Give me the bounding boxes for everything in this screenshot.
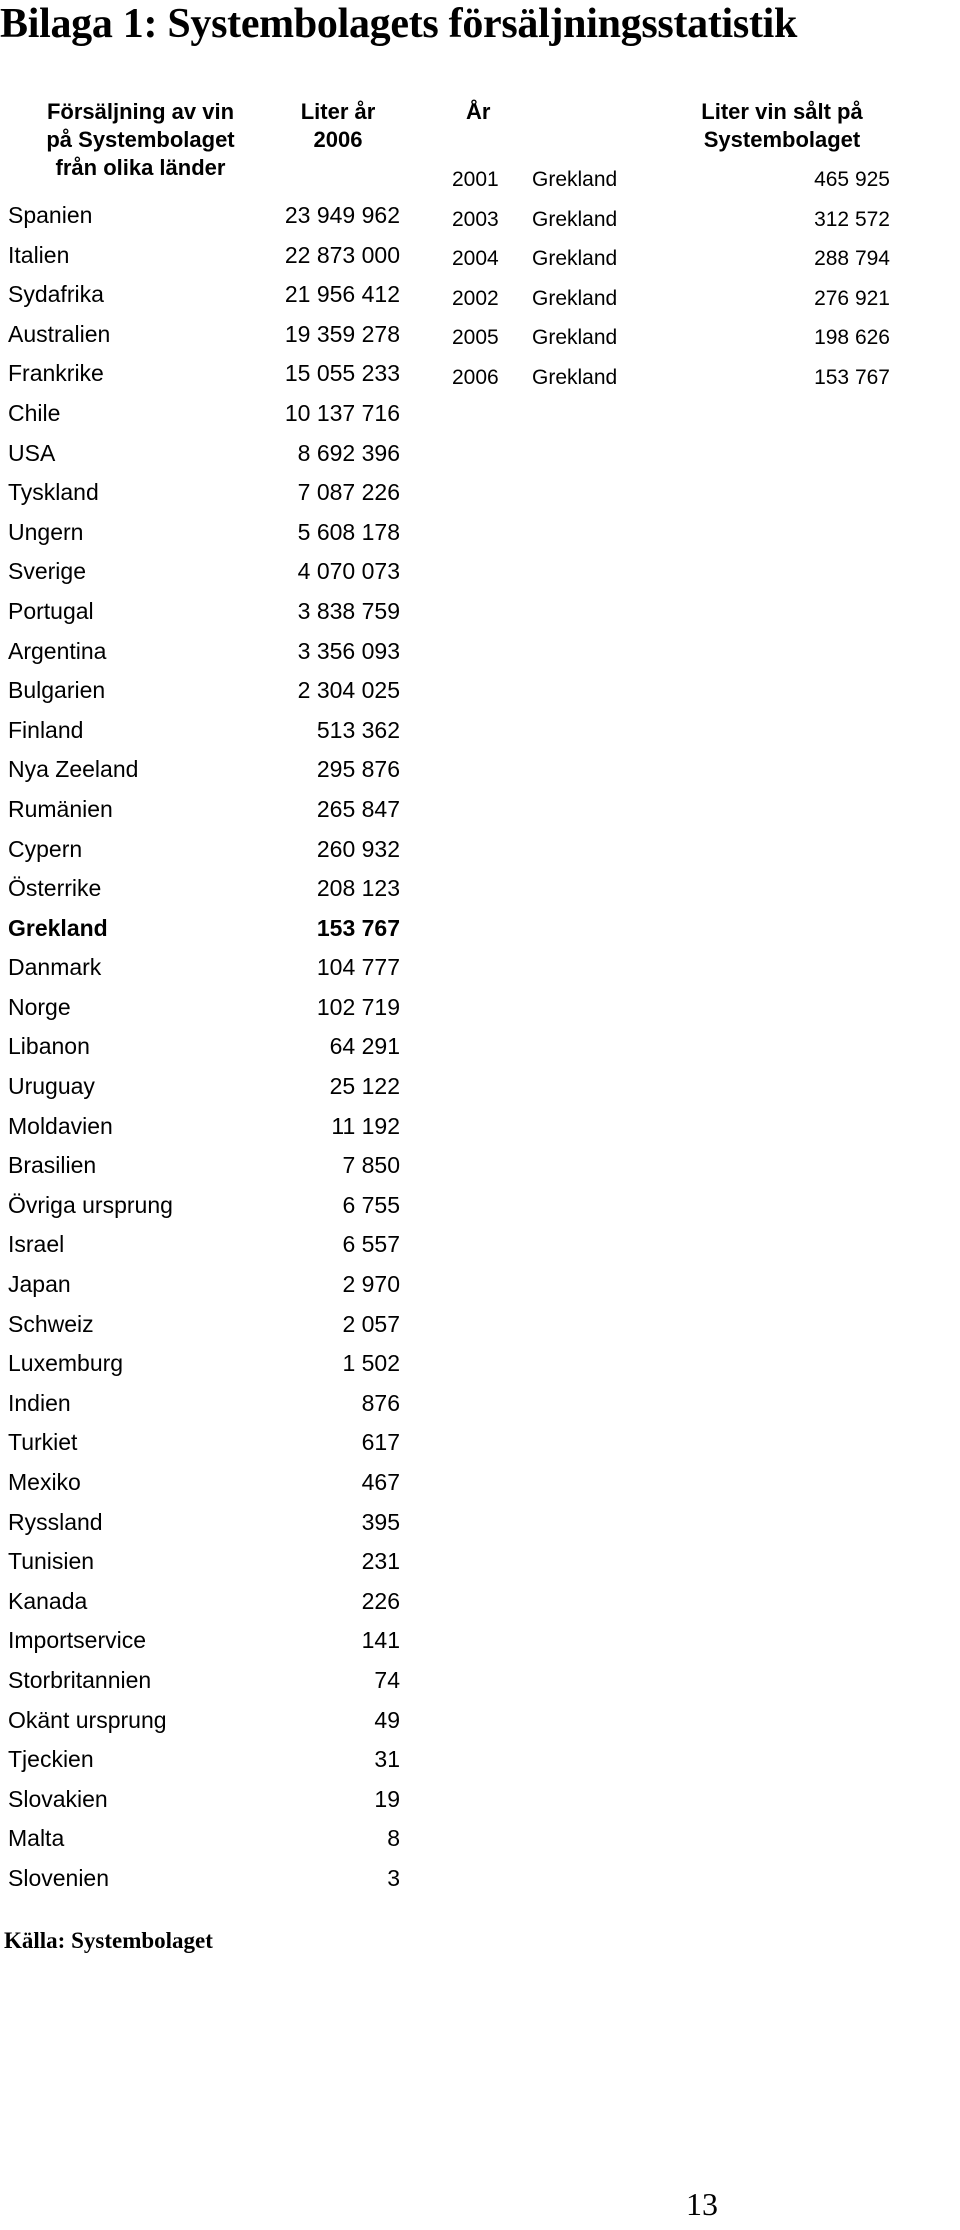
country-name: Mexiko bbox=[8, 1469, 81, 1495]
country-rows bbox=[8, 196, 400, 1899]
country-name: Grekland bbox=[532, 207, 618, 231]
table-row bbox=[8, 1225, 400, 1265]
liters-value: 6 557 bbox=[342, 1231, 400, 1258]
country-name: Importservice bbox=[8, 1627, 147, 1654]
page-number: 13 bbox=[686, 2186, 718, 2222]
country-name: Italien bbox=[8, 241, 70, 268]
country-name: Okänt ursprung bbox=[8, 1706, 167, 1733]
table-row bbox=[8, 869, 400, 909]
page-title: Bilaga 1: Systembolagets försäljningsstatistik bbox=[0, 1, 798, 47]
liters-value: 7 850 bbox=[342, 1152, 400, 1179]
country-name: Övriga ursprung bbox=[8, 1191, 173, 1218]
table-row bbox=[8, 315, 400, 355]
liters-value: 141 bbox=[361, 1627, 400, 1654]
country-name: USA bbox=[8, 439, 56, 466]
country-name: Brasilien bbox=[8, 1152, 97, 1179]
country-name: Australien bbox=[8, 320, 111, 347]
table-row bbox=[452, 239, 890, 279]
country-name: Portugal bbox=[8, 597, 94, 624]
liters-value: 31 bbox=[374, 1746, 400, 1773]
year-value: 2006 bbox=[452, 365, 499, 389]
table-row bbox=[8, 196, 400, 236]
liters-value: 10 137 716 bbox=[284, 399, 400, 426]
country-name: Argentina bbox=[8, 637, 107, 664]
year-rows bbox=[452, 160, 890, 398]
table-row bbox=[8, 275, 400, 315]
country-name: Grekland bbox=[8, 914, 108, 941]
table-row bbox=[452, 318, 890, 358]
country-name: Kanada bbox=[8, 1587, 88, 1614]
table-row bbox=[8, 1740, 400, 1780]
liters-value: 2 970 bbox=[342, 1271, 400, 1298]
table-row bbox=[452, 279, 890, 319]
liters-value: 513 362 bbox=[316, 716, 400, 743]
table-row bbox=[8, 830, 400, 870]
header-liters-sold-line-2: Systembolaget bbox=[703, 127, 861, 152]
liters-value: 64 291 bbox=[329, 1033, 400, 1060]
country-name: Nya Zeeland bbox=[8, 756, 139, 783]
country-name: Israel bbox=[8, 1231, 65, 1258]
country-name: Cypern bbox=[8, 835, 83, 862]
table-row bbox=[8, 750, 400, 790]
country-name: Tunisien bbox=[8, 1548, 95, 1575]
country-name: Luxemburg bbox=[8, 1350, 124, 1377]
source-note: Källa: Systembolaget bbox=[4, 1928, 213, 1953]
table-row bbox=[452, 200, 890, 240]
country-name: Spanien bbox=[8, 202, 93, 228]
liters-value: 1 502 bbox=[342, 1350, 400, 1377]
liters-value: 102 719 bbox=[316, 993, 400, 1020]
liters-value: 11 192 bbox=[331, 1112, 400, 1139]
header-liters-line-1: Liter år bbox=[300, 99, 376, 124]
liters-value: 2 057 bbox=[342, 1310, 400, 1337]
table-row bbox=[8, 1067, 400, 1107]
liters-value: 265 847 bbox=[316, 795, 400, 822]
header-liters-sold-line-1: Liter vin sålt på bbox=[701, 99, 863, 124]
year-value: 2001 bbox=[452, 168, 499, 191]
liters-value: 74 bbox=[374, 1666, 400, 1693]
table-row bbox=[8, 1859, 400, 1899]
liters-value: 19 bbox=[374, 1785, 400, 1812]
liters-value: 4 070 073 bbox=[297, 558, 400, 585]
liters-value: 8 692 396 bbox=[297, 439, 400, 466]
table-row bbox=[8, 711, 400, 751]
country-name: Slovakien bbox=[8, 1785, 108, 1812]
table-row bbox=[8, 671, 400, 711]
liters-value: 6 755 bbox=[342, 1191, 400, 1218]
liters-value: 295 876 bbox=[316, 756, 400, 783]
liters-value: 260 932 bbox=[316, 835, 400, 862]
country-name: Finland bbox=[8, 716, 84, 743]
liters-value: 19 359 278 bbox=[284, 320, 400, 347]
liters-value: 276 921 bbox=[814, 286, 890, 310]
liters-value: 153 767 bbox=[316, 914, 400, 941]
liters-value: 5 608 178 bbox=[297, 518, 400, 545]
table-row bbox=[8, 434, 400, 474]
country-name: Japan bbox=[8, 1271, 71, 1298]
country-name: Tyskland bbox=[8, 479, 99, 506]
country-name: Uruguay bbox=[8, 1073, 95, 1100]
liters-value: 617 bbox=[361, 1429, 400, 1456]
liters-value: 312 572 bbox=[814, 207, 890, 231]
table-row bbox=[452, 160, 890, 200]
country-name: Storbritannien bbox=[8, 1666, 152, 1693]
liters-value: 288 794 bbox=[814, 247, 890, 271]
country-name: Sverige bbox=[8, 558, 86, 585]
table-row bbox=[8, 1819, 400, 1859]
country-name: Rumänien bbox=[8, 795, 113, 822]
table-row bbox=[8, 1542, 400, 1582]
table-row bbox=[8, 552, 400, 592]
table-row bbox=[8, 592, 400, 632]
table-row bbox=[8, 354, 400, 394]
liters-value: 8 bbox=[387, 1825, 400, 1852]
header-country-line-3: från olika länder bbox=[55, 155, 226, 180]
liters-value: 876 bbox=[361, 1389, 400, 1416]
table-row bbox=[8, 1582, 400, 1622]
liters-value: 3 356 093 bbox=[297, 637, 400, 664]
table-row bbox=[8, 1186, 400, 1226]
header-liters-line-2: 2006 bbox=[313, 127, 363, 152]
country-name: Grekland bbox=[532, 365, 618, 389]
country-name: Ryssland bbox=[8, 1508, 103, 1535]
liters-value: 23 949 962 bbox=[284, 202, 400, 228]
table-row bbox=[8, 1027, 400, 1067]
liters-value: 15 055 233 bbox=[284, 360, 400, 387]
table-row bbox=[8, 1463, 400, 1503]
table-row bbox=[8, 1503, 400, 1543]
country-name: Malta bbox=[8, 1825, 65, 1852]
table-row bbox=[8, 948, 400, 988]
table-row bbox=[8, 473, 400, 513]
table-row bbox=[8, 1780, 400, 1820]
country-name: Chile bbox=[8, 399, 61, 426]
country-name: Österrike bbox=[8, 875, 102, 902]
liters-value: 208 123 bbox=[316, 875, 400, 902]
table-row bbox=[8, 394, 400, 434]
country-name: Grekland bbox=[532, 286, 618, 310]
liters-value: 395 bbox=[361, 1508, 400, 1535]
country-name: Moldavien bbox=[8, 1112, 113, 1139]
liters-value: 104 777 bbox=[316, 954, 400, 981]
country-name: Ungern bbox=[8, 518, 84, 545]
table-row bbox=[452, 358, 890, 398]
header-country-line-2: på Systembolaget bbox=[46, 127, 235, 152]
year-value: 2004 bbox=[452, 247, 499, 271]
liters-value: 3 838 759 bbox=[297, 597, 400, 624]
table-row bbox=[8, 1344, 400, 1384]
table-row bbox=[8, 1384, 400, 1424]
year-value: 2003 bbox=[452, 207, 499, 231]
table-row bbox=[8, 1146, 400, 1186]
country-name: Frankrike bbox=[8, 360, 104, 387]
country-name: Sydafrika bbox=[8, 281, 104, 308]
liters-value: 21 956 412 bbox=[284, 281, 400, 308]
table-row bbox=[8, 1305, 400, 1345]
table-row bbox=[8, 1265, 400, 1305]
liters-value: 231 bbox=[361, 1548, 400, 1575]
year-value: 2002 bbox=[452, 286, 499, 310]
country-name: Indien bbox=[8, 1389, 71, 1416]
liters-value: 153 767 bbox=[814, 365, 890, 389]
table-row bbox=[8, 1661, 400, 1701]
country-name: Bulgarien bbox=[8, 677, 106, 704]
country-name: Turkiet bbox=[8, 1429, 78, 1456]
liters-value: 49 bbox=[374, 1706, 400, 1733]
table-row bbox=[8, 1423, 400, 1463]
liters-value: 467 bbox=[361, 1469, 400, 1495]
liters-value: 2 304 025 bbox=[297, 677, 400, 704]
table-row bbox=[8, 236, 400, 276]
liters-value: 7 087 226 bbox=[297, 479, 400, 506]
year-value: 2005 bbox=[452, 326, 499, 350]
table-row bbox=[8, 988, 400, 1028]
table-row bbox=[8, 632, 400, 672]
country-name: Grekland bbox=[532, 247, 618, 271]
country-name: Slovenien bbox=[8, 1864, 110, 1891]
table-row bbox=[8, 1107, 400, 1147]
liters-value: 198 626 bbox=[814, 326, 890, 350]
country-name: Libanon bbox=[8, 1033, 90, 1060]
table-row bbox=[8, 1621, 400, 1661]
table-row bbox=[8, 513, 400, 553]
country-name: Schweiz bbox=[8, 1310, 94, 1337]
country-name: Norge bbox=[8, 993, 71, 1020]
header-country-line-1: Försäljning av vin bbox=[46, 99, 235, 124]
table-row bbox=[8, 1701, 400, 1741]
liters-value: 465 925 bbox=[814, 168, 890, 191]
country-name: Grekland bbox=[532, 168, 618, 191]
country-name: Grekland bbox=[532, 326, 618, 350]
liters-value: 3 bbox=[387, 1864, 400, 1891]
liters-value: 25 122 bbox=[329, 1073, 400, 1100]
liters-value: 22 873 000 bbox=[284, 241, 400, 268]
header-year: År bbox=[466, 99, 491, 124]
country-name: Tjeckien bbox=[8, 1746, 94, 1773]
table-row bbox=[8, 909, 400, 949]
table-row bbox=[8, 790, 400, 830]
liters-value: 226 bbox=[361, 1587, 400, 1614]
country-name: Danmark bbox=[8, 954, 102, 981]
